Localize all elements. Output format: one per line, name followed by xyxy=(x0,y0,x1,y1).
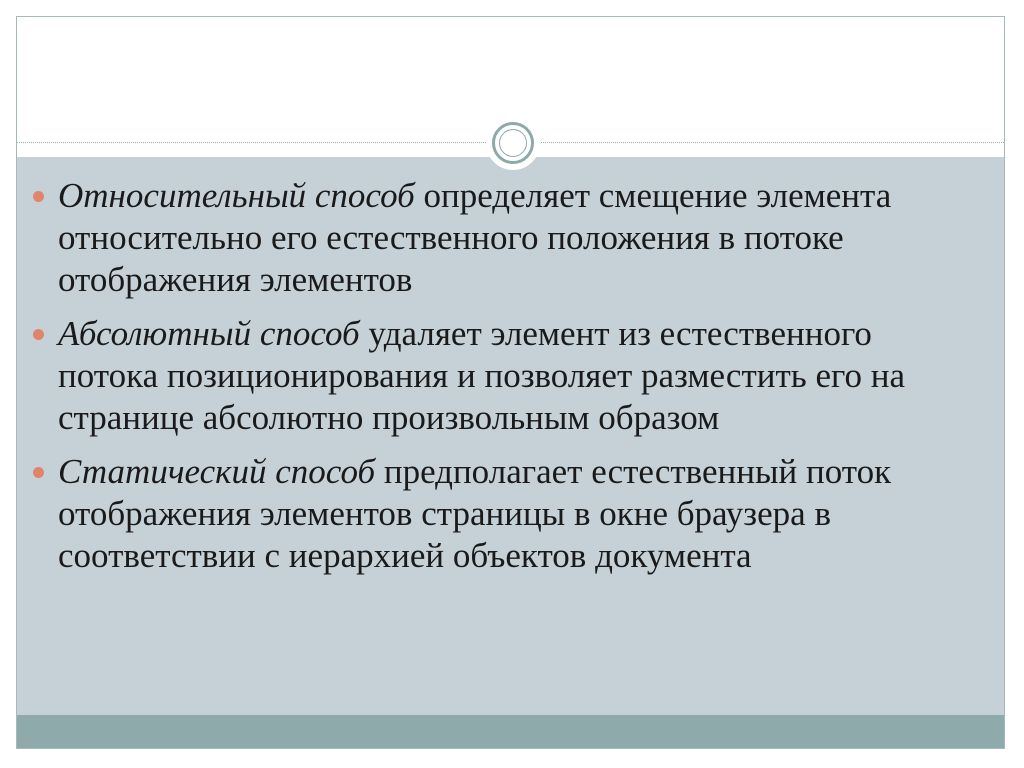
bullet-text: определяет смещение элемента относительно его естественного положения в потоке отображения элементов xyxy=(58,176,892,299)
bullet-term: Абсолютный способ xyxy=(58,314,360,353)
footer-bar xyxy=(17,715,1004,749)
bullet-list xyxy=(30,175,970,589)
bullet-text: предполагает естественный поток отображения элементов страницы в окне браузера в соответствии с иерархией объектов документа xyxy=(58,452,892,575)
bullet-icon xyxy=(33,191,44,202)
bullet-text: удаляет элемент из естественного потока позиционирования и позволяет разместить его на странице абсолютно произвольным образом xyxy=(58,314,906,437)
list-item xyxy=(30,313,970,439)
bullet-icon xyxy=(33,329,44,340)
ornament-ring xyxy=(492,122,534,164)
circle-ring-icon xyxy=(486,116,540,170)
ornament-inner-ring xyxy=(499,129,527,157)
list-item xyxy=(30,451,970,577)
list-item xyxy=(30,175,970,301)
bullet-term: Статический способ xyxy=(58,452,376,491)
bullet-term: Относительный способ xyxy=(58,176,415,215)
bullet-icon xyxy=(33,467,44,478)
